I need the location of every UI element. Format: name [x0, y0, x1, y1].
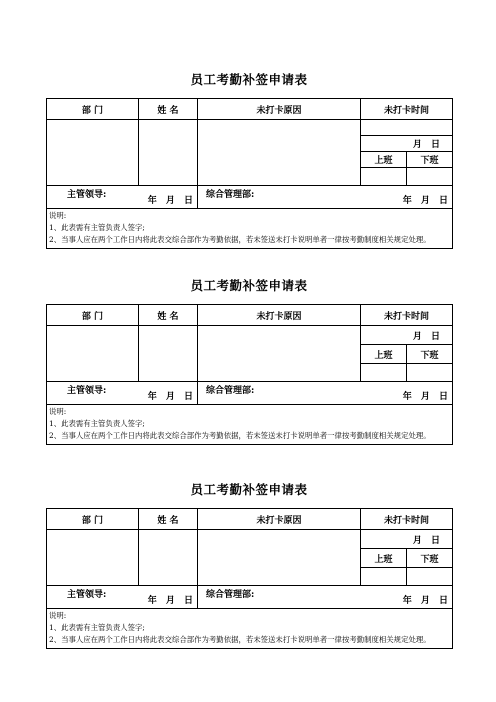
off-duty-field[interactable]: [407, 568, 453, 586]
off-duty-field[interactable]: [407, 364, 453, 382]
notes-title: 说明:: [49, 611, 67, 620]
supervisor-date: 年 月 日: [147, 392, 193, 402]
form-title: 员工考勤补签申请表: [190, 72, 308, 87]
supervisor-signature[interactable]: [47, 586, 198, 609]
header-dept: 部 门: [47, 509, 139, 530]
on-duty-label: 上班: [361, 345, 407, 364]
off-duty-label: 下班: [407, 152, 453, 168]
header-dept: 部 门: [47, 99, 139, 120]
on-duty-field[interactable]: [361, 168, 407, 186]
header-name: 姓 名: [139, 305, 198, 326]
leave-form-3: [46, 482, 452, 649]
header-reason: 未打卡原因: [198, 509, 361, 530]
admin-date: 年 月 日: [402, 596, 449, 606]
note-1: 1、此表需有主管负责人签字;: [49, 419, 145, 428]
dept-field[interactable]: [47, 326, 139, 382]
form-title: 员工考勤补签申请表: [190, 278, 308, 293]
month-day-label: 月 日: [361, 326, 453, 345]
header-reason: 未打卡原因: [198, 305, 361, 326]
admin-signature[interactable]: [198, 382, 453, 405]
reason-field[interactable]: [198, 530, 361, 586]
header-time: 未打卡时间: [361, 305, 453, 326]
supervisor-date: 年 月 日: [147, 196, 193, 206]
admin-label: 综合管理部:: [206, 189, 255, 200]
form-table: [46, 508, 453, 649]
off-duty-label: 下班: [407, 345, 453, 364]
admin-signature[interactable]: [198, 586, 453, 609]
name-field[interactable]: [139, 530, 198, 586]
leave-form-1: [46, 72, 452, 249]
name-field[interactable]: [139, 120, 198, 186]
leave-form-2: [46, 278, 452, 445]
supervisor-label: 主管领导:: [67, 589, 107, 600]
header-name: 姓 名: [139, 99, 198, 120]
form-title: 员工考勤补签申请表: [190, 482, 308, 497]
header-dept: 部 门: [47, 305, 139, 326]
note-2: 2、当事人应在两个工作日内将此表交综合部作为考勤依据，若未签送未打卡说明单者一律按考勤制度相关规定处理。: [49, 431, 431, 440]
supervisor-label: 主管领导:: [67, 189, 107, 200]
month-day-label: 月 日: [361, 530, 453, 549]
note-1: 1、此表需有主管负责人签字;: [49, 623, 145, 632]
note-2: 2、当事人应在两个工作日内将此表交综合部作为考勤依据，若未签送未打卡说明单者一律按考勤制度相关规定处理。: [49, 635, 431, 644]
form-table: [46, 98, 453, 249]
supervisor-signature[interactable]: [47, 382, 198, 405]
supervisor-date: 年 月 日: [147, 596, 193, 606]
admin-label: 综合管理部:: [206, 385, 255, 396]
header-reason: 未打卡原因: [198, 99, 361, 120]
on-duty-label: 上班: [361, 152, 407, 168]
on-duty-field[interactable]: [361, 364, 407, 382]
on-duty-label: 上班: [361, 549, 407, 568]
dept-field[interactable]: [47, 120, 139, 186]
header-time: 未打卡时间: [361, 509, 453, 530]
notes-title: 说明:: [49, 211, 67, 220]
form-table: [46, 304, 453, 445]
supervisor-label: 主管领导:: [67, 385, 107, 396]
reason-field[interactable]: [198, 120, 361, 186]
notes-title: 说明:: [49, 407, 67, 416]
notes: [47, 405, 453, 445]
header-name: 姓 名: [139, 509, 198, 530]
note-1: 1、此表需有主管负责人签字;: [49, 223, 145, 232]
notes: [47, 609, 453, 649]
admin-signature[interactable]: [198, 186, 453, 209]
admin-date: 年 月 日: [402, 196, 449, 206]
admin-date: 年 月 日: [402, 392, 449, 402]
month-day-label: 月 日: [361, 136, 453, 152]
notes: [47, 209, 453, 249]
off-duty-label: 下班: [407, 549, 453, 568]
supervisor-signature[interactable]: [47, 186, 198, 209]
dept-field[interactable]: [47, 530, 139, 586]
reason-field[interactable]: [198, 326, 361, 382]
admin-label: 综合管理部:: [206, 589, 255, 600]
off-duty-field[interactable]: [407, 168, 453, 186]
note-2: 2、当事人应在两个工作日内将此表交综合部作为考勤依据，若未签送未打卡说明单者一律按考勤制度相关规定处理。: [49, 235, 431, 244]
header-time: 未打卡时间: [361, 99, 453, 120]
name-field[interactable]: [139, 326, 198, 382]
on-duty-field[interactable]: [361, 568, 407, 586]
